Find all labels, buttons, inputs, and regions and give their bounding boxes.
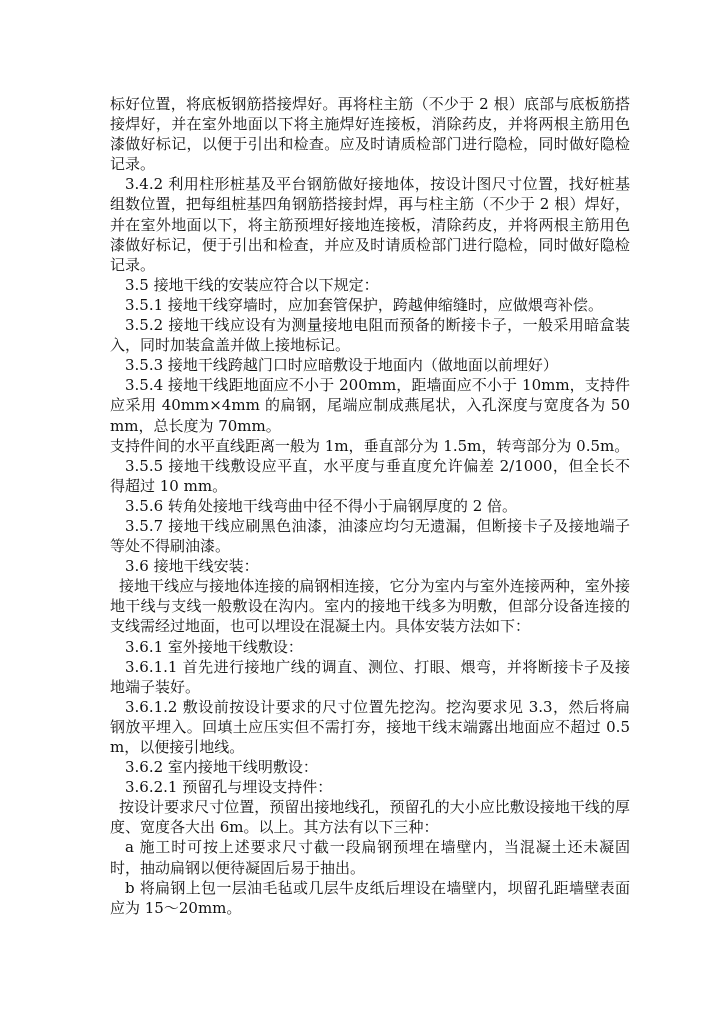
paragraph-3-5-7: 3.5.7 接地干线应刷黑色油漆，油漆应均匀无遗漏，但断接卡子及接地端子等处不得刷油漆。	[110, 516, 630, 556]
heading-3-6-2: 3.6.2 室内接地干线明敷设：	[125, 758, 318, 777]
paragraph-3-5-2: 3.5.2 接地干线应设有为测量接地电阻而预备的断接卡子，一般采用暗盒装入，同时加装盒盖并做上接地标记。	[110, 316, 630, 355]
paragraph-method-a: a 施工时可按上述要求尺寸截一段扁钢预埋在墙壁内，当混凝土还未凝固时，抽动扁钢以便待凝固后易于抽出。	[110, 838, 630, 877]
paragraph-3-5-3: 3.5.3 接地干线跨越门口时应暗敷设于地面内（做地面以前埋好）	[125, 356, 558, 375]
document-page	[110, 94, 630, 918]
heading-3-6-1: 3.6.1 室外接地干线敷设：	[125, 637, 303, 656]
paragraph-3-5-5: 3.5.5 接地干线敷设应平直，水平度与垂直度允许偏差 2/1000，但全长不得超过 10 mm。	[110, 456, 630, 495]
paragraph-3-6-1-2: 3.6.1.2 敷设前按设计要求的尺寸位置先挖沟。挖沟要求见 3.3，然后将扁钢放平埋入。回填土应压实但不需打夯，接地干线末端露出地面应不超过 0.5m，以便接引地线。	[110, 697, 630, 756]
paragraph-3-5-6: 3.5.6 转角处接地干线弯曲中径不得小于扁钢厚度的 2 倍。	[125, 496, 518, 515]
heading-3-5: 3.5 接地干线的安装应符合以下规定：	[125, 275, 379, 294]
paragraph-3-6-intro: 接地干线应与接地体连接的扁钢相连接，它分为室内与室外连接两种，室外接地干线与支线一般敷设在沟内。室内的接地干线多为明敷，但部分设备连接的支线需经过地面，也可以埋设在混凝土内。具体安装方法如下：	[110, 577, 630, 636]
paragraph-support-spacing: 支持件间的水平直线距离一般为 1m，垂直部分为 1.5m，转弯部分为 0.5m。	[110, 436, 630, 455]
heading-3-6: 3.6 接地干线安装：	[125, 557, 259, 576]
paragraph-3-5-1: 3.5.1 接地干线穿墙时，应加套管保护，跨越伸缩缝时，应做煨弯补偿。	[125, 295, 603, 314]
paragraph-3-4-2: 3.4.2 利用柱形桩基及平台钢筋做好接地体，按设计图尺寸位置，找好桩基组数位置，把每组桩基四角钢筋搭接封焊，再与柱主筋（不少于 2 根）焊好，并在室外地面以下，将主筋预埋好接地连接板，清除药皮，并将两根主筋用色漆做好标记，便于引出和检查，并应及时请质检部门进行隐检，同时做好隐检记录。	[110, 175, 630, 274]
paragraph-method-b: b 将扁钢上包一层油毛毡或几层牛皮纸后埋设在墙壁内，坝留孔距墙壁表面应为 15～20mm。	[110, 878, 630, 917]
paragraph-3-5-4: 3.5.4 接地干线距地面应不小于 200mm，距墙面应不小于 10mm，支持件应采用 40mm×4mm 的扁钢，尾端应制成燕尾状，入孔深度与宽度各为 50mm，总长度为 70mm。	[110, 376, 630, 435]
heading-3-6-2-1: 3.6.2.1 预留孔与埋设支持件：	[125, 778, 333, 797]
paragraph-3-6-1-1: 3.6.1.1 首先进行接地广线的调直、测位、打眼、煨弯，并将断接卡子及接地端子装好。	[110, 657, 630, 696]
paragraph-continuation: 标好位置，将底板钢筋搭接焊好。再将柱主筋（不少于 2 根）底部与底板筋搭接焊好，并在室外地面以下将主施焊好连接板，消除药皮，并将两根主筋用色漆做好标记，以便于引出和检查。应及时请质检部门进行隐检，同时做好隐检记录。	[110, 95, 630, 174]
paragraph-3-6-2-1-body: 按设计要求尺寸位置，预留出接地线孔，预留孔的大小应比敷设接地干线的厚度、宽度各大出 6m。以上。其方法有以下三种：	[110, 798, 630, 837]
